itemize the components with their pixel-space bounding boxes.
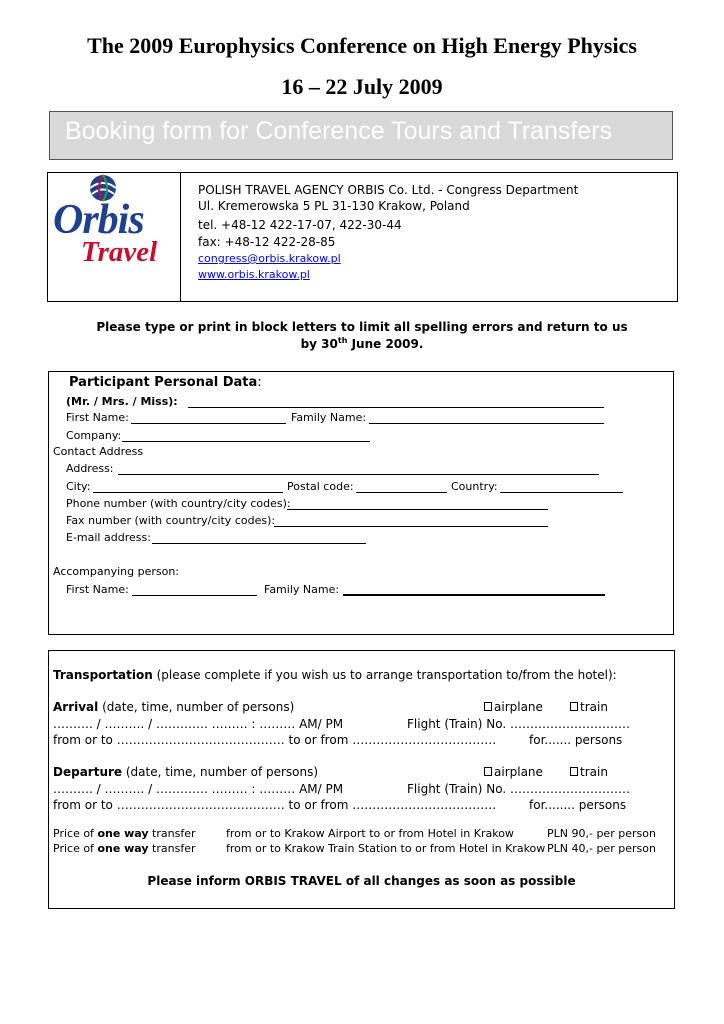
price-row-train-route: from or to Krakow Train Station to or from Hotel in Krakow [226, 842, 546, 855]
address-field[interactable] [118, 474, 599, 475]
acc-first-name-label: First Name: [66, 583, 129, 596]
price-of-text: Price of [53, 842, 98, 855]
phone-field[interactable] [287, 509, 548, 510]
acc-first-name-field[interactable] [132, 595, 257, 596]
price-row-airport-route: from or to Krakow Airport to or from Hotel in Krakow [226, 827, 514, 840]
transport-section [48, 650, 675, 909]
accompanying-label: Accompanying person: [53, 565, 179, 578]
departure-route-field[interactable]: from or to …………………………………… to or from ……………………………… [53, 798, 497, 812]
instructions-line2 [0, 336, 724, 351]
postal-code-field[interactable] [356, 492, 447, 493]
phone-label: Phone number (with country/city codes): [66, 497, 291, 510]
email-field[interactable] [152, 543, 366, 544]
one-way-text: one way [97, 842, 149, 855]
country-label: Country: [451, 480, 498, 493]
first-name-label: First Name: [66, 411, 129, 424]
departure-heading [53, 765, 318, 779]
agency-tel: tel. +48-12 422-17-07, 422-30-44 [198, 218, 402, 232]
transport-heading [53, 668, 617, 682]
conference-dates: 16 – 22 July 2009 [281, 74, 443, 99]
arrival-airplane-option[interactable] [484, 700, 543, 714]
agency-name: POLISH TRAVEL AGENCY ORBIS Co. Ltd. - Congress Department [198, 183, 579, 197]
company-field[interactable] [122, 441, 370, 442]
departure-flight-field[interactable]: Flight (Train) No. ………………………… [407, 782, 631, 796]
participant-heading-colon: : [257, 375, 262, 390]
fax-label: Fax number (with country/city codes): [66, 514, 276, 527]
title-field[interactable] [188, 407, 604, 408]
change-notice: Please inform ORBIS TRAVEL of all changes as soon as possible [147, 874, 576, 888]
departure-airplane-option[interactable] [484, 765, 543, 779]
agency-email-link[interactable]: congress@orbis.krakow.pl [198, 252, 341, 265]
email-label: E-mail address: [66, 531, 151, 544]
arrival-note: (date, time, number of persons) [98, 700, 295, 714]
arrival-train-label: train [580, 700, 608, 714]
city-label: City: [66, 480, 91, 493]
fax-field[interactable] [274, 526, 548, 527]
departure-airplane-label: airplane [494, 765, 543, 779]
departure-train-checkbox[interactable] [570, 767, 578, 776]
company-label: Company: [66, 429, 122, 442]
price-row-train-label [53, 842, 196, 855]
transfer-text: transfer [148, 842, 196, 855]
price-of-text: Price of [53, 827, 98, 840]
banner-title: Booking form for Conference Tours and Transfers [65, 117, 613, 145]
arrival-route-field[interactable]: from or to …………………………………… to or from ……………………………… [53, 733, 497, 747]
deadline-day: by 30 [300, 337, 338, 351]
country-field[interactable] [500, 492, 623, 493]
price-row-airport-amount: PLN 90,- per person [547, 827, 656, 840]
contact-address-label: Contact Address [53, 445, 144, 458]
agency-web-link[interactable]: www.orbis.krakow.pl [198, 268, 310, 281]
arrival-train-checkbox[interactable] [570, 702, 578, 711]
price-row-train-amount: PLN 40,- per person [547, 842, 656, 855]
departure-label: Departure [53, 765, 123, 779]
one-way-text: one way [97, 827, 149, 840]
conference-title: The 2009 Europhysics Conference on High Energy Physics [87, 33, 637, 58]
deadline-rest: June 2009. [347, 337, 424, 351]
departure-datetime-field[interactable]: ………. / ………. / …………. ……… : ……… AM/ PM [53, 782, 344, 796]
arrival-datetime-field[interactable]: ………. / ………. / …………. ……… : ……… AM/ PM [53, 717, 344, 731]
departure-train-option[interactable] [570, 765, 608, 779]
instructions-line1: Please type or print in block letters to limit all spelling errors and return to us [96, 320, 628, 334]
departure-airplane-checkbox[interactable] [484, 767, 492, 776]
transfer-text: transfer [148, 827, 196, 840]
form-banner [49, 111, 673, 160]
departure-persons-field[interactable]: for........ persons [529, 798, 627, 812]
price-row-airport-label [53, 827, 196, 840]
logo-orbis-text: Orbis [53, 197, 144, 243]
orbis-logo [51, 173, 179, 273]
city-field[interactable] [93, 492, 283, 493]
family-name-label: Family Name: [291, 411, 367, 424]
arrival-train-option[interactable] [570, 700, 608, 714]
title-label: (Mr. / Mrs. / Miss): [66, 395, 178, 408]
transport-heading-text: Transportation [53, 668, 153, 682]
address-label: Address: [66, 462, 114, 475]
first-name-field[interactable] [131, 423, 286, 424]
deadline-suffix: th [337, 336, 348, 345]
agency-fax: fax: +48-12 422-28-85 [198, 235, 336, 249]
departure-train-label: train [580, 765, 608, 779]
participant-heading-text: Participant Personal Data [69, 375, 258, 390]
departure-note: (date, time, number of persons) [122, 765, 319, 779]
arrival-heading [53, 700, 294, 714]
logo-travel-text: Travel [81, 236, 158, 268]
acc-family-name-label: Family Name: [264, 583, 340, 596]
arrival-flight-field[interactable]: Flight (Train) No. ………………………… [407, 717, 631, 731]
family-name-field[interactable] [369, 423, 604, 424]
arrival-label: Arrival [53, 700, 99, 714]
postal-code-label: Postal code: [287, 480, 354, 493]
arrival-persons-field[interactable]: for....... persons [529, 733, 623, 747]
arrival-airplane-checkbox[interactable] [484, 702, 492, 711]
agency-address: Ul. Kremerowska 5 PL 31-130 Krakow, Poland [198, 199, 470, 213]
arrival-airplane-label: airplane [494, 700, 543, 714]
acc-family-name-field[interactable] [343, 594, 605, 596]
participant-heading [69, 375, 262, 390]
agency-box [47, 172, 678, 302]
agency-divider [180, 173, 181, 301]
transport-heading-note: (please complete if you wish us to arrange transportation to/from the hotel): [152, 668, 617, 682]
